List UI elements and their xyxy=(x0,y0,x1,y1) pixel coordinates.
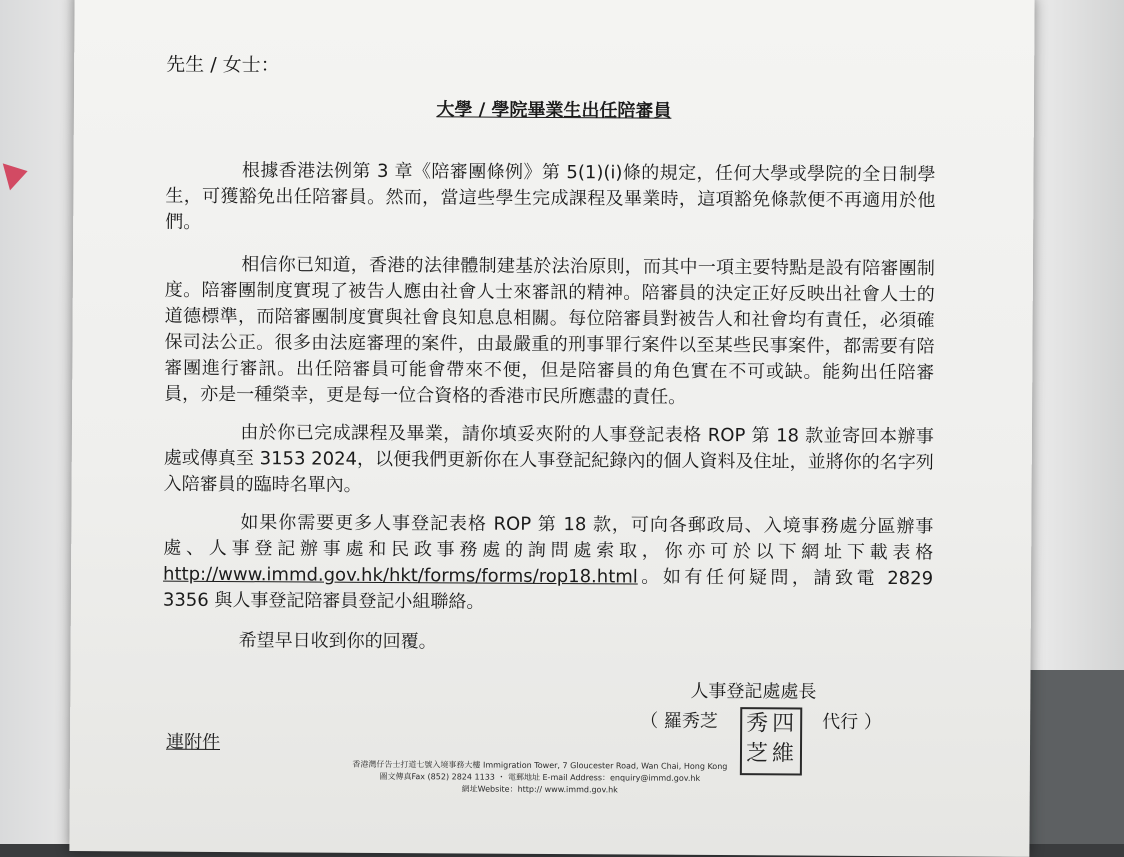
paragraph-1: 根據香港法例第 3 章《陪審團條例》第 5(1)(i)條的規定，任何大學或學院的全日制學生，可獲豁免出任陪審員。然而，當這些學生完成課程及畢業時，這項豁免條款便不再適用於他們。 xyxy=(165,160,936,233)
paragraph-4: 如果你需要更多人事登記表格 ROP 第 18 款，可向各郵政局、入境事務處分區辦事處、人事登記辦事處和民政事務處的詢問處索取，你亦可於以下網址下載表格http://www.immd.gov.hk/hkt/forms/forms/rop18.html。如有任何疑問，請致電 2829 3356 與人事登記陪審員登記小組聯絡。 xyxy=(162,512,934,613)
red-arrow-mark xyxy=(3,158,31,191)
on-behalf-text: 代行 ） xyxy=(822,711,882,734)
salutation: 先生 / 女士： xyxy=(166,53,280,77)
enclosure-label: 連附件 xyxy=(165,731,221,753)
seal-char-2: 維 xyxy=(771,741,795,767)
letter-sheet xyxy=(69,0,1034,857)
officer-title: 人事登記處處長 xyxy=(690,680,817,703)
seal-char-4: 芝 xyxy=(745,741,769,767)
paragraph-2: 相信你已知道，香港的法律體制建基於法治原則，而其中一項主要特點是設有陪審團制度。陪審團制度實現了被告人應由社會人士來審訊的精神。陪審員的決定正好反映出社會人士的道德標準，而陪審團制度實與社會良知息息相關。每位陪審員對被告人和社會均有責任，必須確保司法公正。很多由法庭審理的案件，由最嚴重的刑事罪行案件以至某些民事案件，都需要有陪審團進行審訊。出任陪審員可能會帶來不便，但是陪審員的角色實在不可或缺。能夠出任陪審員，亦是一種榮幸，更是每一位合資格的香港市民所應盡的責任。 xyxy=(164,254,936,408)
paragraph-3: 由於你已完成課程及畢業，請你填妥夾附的人事登記表格 ROP 第 18 款並寄回本辦事處或傳真至 3153 2024，以便我們更新你在人事登記紀錄內的個人資料及住址，並將你的名字列入陪審員的臨時名單內。 xyxy=(163,422,934,496)
closing-line: 希望早日收到你的回覆。 xyxy=(238,630,437,653)
seal-char-1: 四 xyxy=(772,711,795,737)
footer-contact: 圖文傳真Fax (852) 2824 1133 ・ 電郵地址 E-mail Address：enquiry@immd.gov.hk xyxy=(379,771,701,783)
letter-title: 大學 / 學院畢業生出任陪審員 xyxy=(436,99,672,122)
footer-address: 香港灣仔告士打道七號入境事務大樓 Immigration Tower, 7 Gloucester Road, Wan Chai, Hong Kong xyxy=(352,759,728,772)
officer-name: （ 羅秀芝 xyxy=(640,710,718,733)
footer-website: 網址Website：http:// www.immd.gov.hk xyxy=(461,784,618,795)
seal-char-3: 秀 xyxy=(746,711,769,737)
form-download-link[interactable]: http://www.immd.gov.hk/hkt/forms/forms/rop18.html xyxy=(163,563,638,588)
